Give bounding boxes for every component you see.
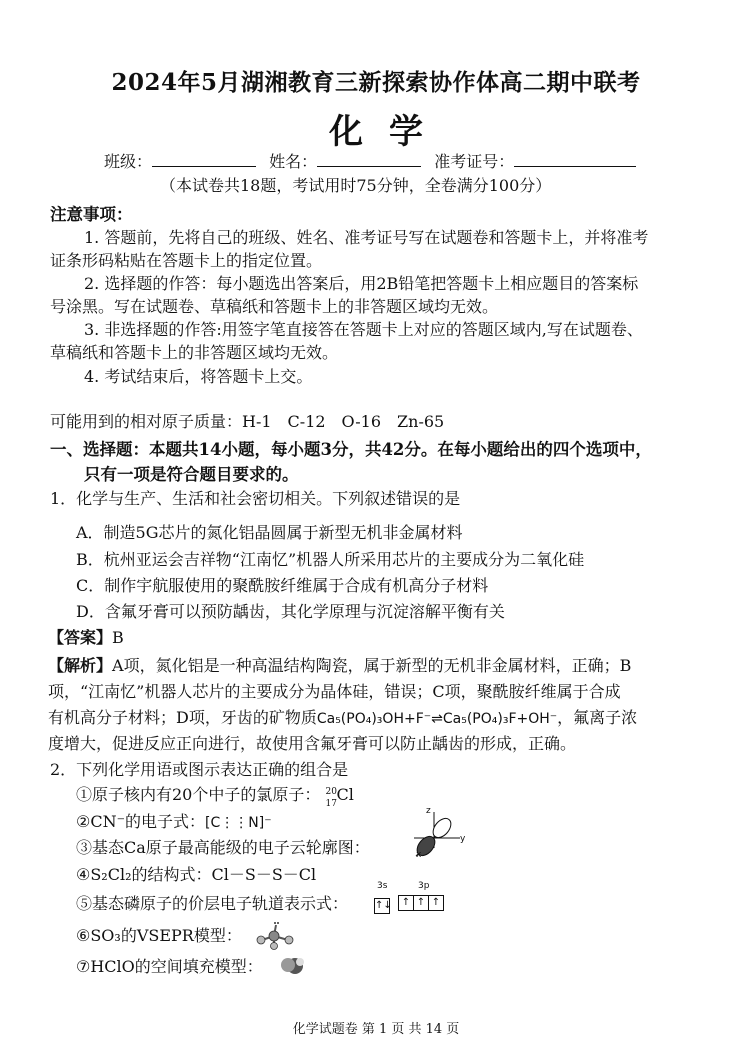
isotope-atomic-number: 17: [325, 799, 337, 809]
q2-item-2-text: ②CN⁻的电子式：: [76, 812, 206, 831]
subject-title: 化学: [329, 112, 449, 152]
q1-analysis-text-3b: ，氟离子浓: [557, 708, 638, 727]
axis-z-label: z: [426, 806, 431, 816]
so3-model-icon: [254, 920, 298, 950]
id-blank: [514, 150, 636, 167]
exam-info: （本试卷共18题，考试用时75分钟，全卷满分100分）: [160, 176, 552, 195]
q1-option-d: D．含氟牙膏可以预防龋齿，其化学原理与沉淀溶解平衡有关: [76, 602, 505, 621]
q1-option-b: B．杭州亚运会吉祥物“江南忆”机器人所采用芯片的主要成分为二氧化硅: [76, 550, 585, 569]
orbital-3p-cell-2: ↑: [414, 895, 429, 911]
q2-item-7-text: ⑦HClO的空间填充模型：: [76, 957, 263, 976]
so3-vsepr-model: [254, 920, 298, 950]
notice-item-1a: 1. 答题前，先将自己的班级、姓名、准考证号写在试题卷和答题卡上，并将准考: [84, 228, 649, 247]
class-label: 班级：: [104, 152, 153, 171]
notice-item-1b: 证条形码粘贴在答题卡上的指定位置。: [50, 251, 323, 270]
q1-option-c: C．制作宇航服使用的聚酰胺纤维属于合成有机高分子材料: [76, 576, 489, 595]
q2-item-4: ④S₂Cl₂的结构式：Cl－S－S－Cl: [76, 865, 317, 884]
q1-analysis-row-3: [48, 707, 637, 730]
student-info-row: [104, 150, 636, 173]
isotope-mass-number: 20: [325, 787, 337, 797]
q2-item-7: [76, 956, 263, 978]
orbital-3p-boxes: [398, 895, 444, 911]
p-orbital-icon: [402, 808, 468, 864]
q2-item-3: [76, 837, 370, 859]
q2-item-5-text: ⑤基态磷原子的价层电子轨道表示式：: [76, 894, 349, 913]
q1-answer-row: [48, 627, 124, 649]
q1-equation: Ca₅(PO₄)₃OH+F⁻⇌Ca₅(PO₄)₃F+OH⁻: [316, 711, 558, 727]
section1-heading-1: 一、选择题：本题共14小题，每小题3分，共42分。在每小题给出的四个选项中，: [50, 440, 652, 459]
notice-item-4: 4. 考试结束后，将答题卡上交。: [84, 367, 313, 386]
q1-analysis-text-1: A项，氮化铝是一种高温结构陶瓷，属于新型的无机非金属材料，正确；B: [112, 656, 632, 675]
name-label: 姓名：: [269, 152, 318, 171]
q1-answer-label: 【答案】: [48, 628, 113, 647]
atomic-masses: 可能用到的相对原子质量：H-1 C-12 O-16 Zn-65: [50, 412, 445, 431]
q2-item-1: [76, 784, 354, 809]
orbital-3s-box: [374, 895, 390, 914]
section1-heading-2: 只有一项是符合题目要求的。: [84, 465, 299, 484]
orbital-3p-label: 3p: [418, 881, 430, 891]
q2-item-1-text: ①原子核内有20个中子的氯原子：: [76, 785, 321, 804]
chlorine-isotope: [325, 784, 354, 809]
id-label: 准考证号：: [434, 152, 515, 171]
q1-analysis-row-2: 项，“江南忆”机器人芯片的主要成分为晶体硅，错误；C项，聚酰胺纤维属于合成: [48, 682, 621, 701]
orbital-3p-cell-1: ↑: [398, 895, 414, 911]
cn-electron-formula: [C⋮⋮N]⁻: [205, 815, 272, 831]
name-blank: [317, 150, 421, 167]
q1-answer-value: B: [112, 628, 124, 647]
notice-item-2a: 2. 选择题的作答：每小题选出答案后，用2B铅笔把答题卡上相应题目的答案标: [84, 274, 639, 293]
orbital-3s-cell: ↑↓: [374, 898, 390, 914]
notice-item-2b: 号涂黑。写在试题卷、草稿纸和答题卡上的非答题区域均无效。: [50, 297, 499, 316]
isotope-symbol: Cl: [336, 785, 354, 804]
q1-analysis-text-3: 有机高分子材料；D项，牙齿的矿物质: [48, 708, 317, 727]
q2-item-6: [76, 925, 242, 947]
hclo-space-filling-model: [280, 954, 306, 976]
hclo-model-icon: [280, 954, 306, 976]
orbital-3s-label: 3s: [377, 881, 388, 891]
orbital-3p-cell-3: ↑: [429, 895, 444, 911]
q1-option-a: A．制造5G芯片的氮化铝晶圆属于新型无机非金属材料: [76, 523, 463, 542]
axis-y-label: y: [460, 834, 466, 844]
notice-item-3a: 3. 非选择题的作答:用签字笔直接答在答题卡上对应的答题区域内,写在试题卷、: [84, 320, 643, 339]
q2-item-2: [76, 811, 272, 834]
q1-analysis-label: 【解析】: [48, 656, 113, 675]
q2-item-3-text: ③基态Ca原子最高能级的电子云轮廓图：: [76, 838, 370, 857]
q2-item-6-text: ⑥SO₃的VSEPR模型：: [76, 926, 242, 945]
page-footer: 化学试题卷 第 1 页 共 14 页: [292, 1022, 460, 1037]
notice-item-3b: 草稿纸和答题卡上的非答题区域均无效。: [50, 343, 339, 362]
q1-analysis-row-1: [48, 655, 631, 677]
p-orbital-diagram: [402, 808, 468, 864]
q1-analysis-row-4: 度增大，促进反应正向进行，故使用含氟牙膏可以防止龋齿的形成，正确。: [48, 734, 577, 753]
orbital-diagram: [374, 881, 454, 917]
q2-stem: 2．下列化学用语或图示表达正确的组合是: [50, 760, 349, 779]
q2-item-5: [76, 893, 348, 915]
class-blank: [152, 150, 256, 167]
notice-heading: 注意事项：: [50, 205, 133, 224]
q1-stem: 1．化学与生产、生活和社会密切相关。下列叙述错误的是: [50, 489, 461, 508]
axis-x-label: x: [416, 850, 422, 860]
exam-title: 2024年5月湖湘教育三新探索协作体高二期中联考: [111, 69, 641, 96]
